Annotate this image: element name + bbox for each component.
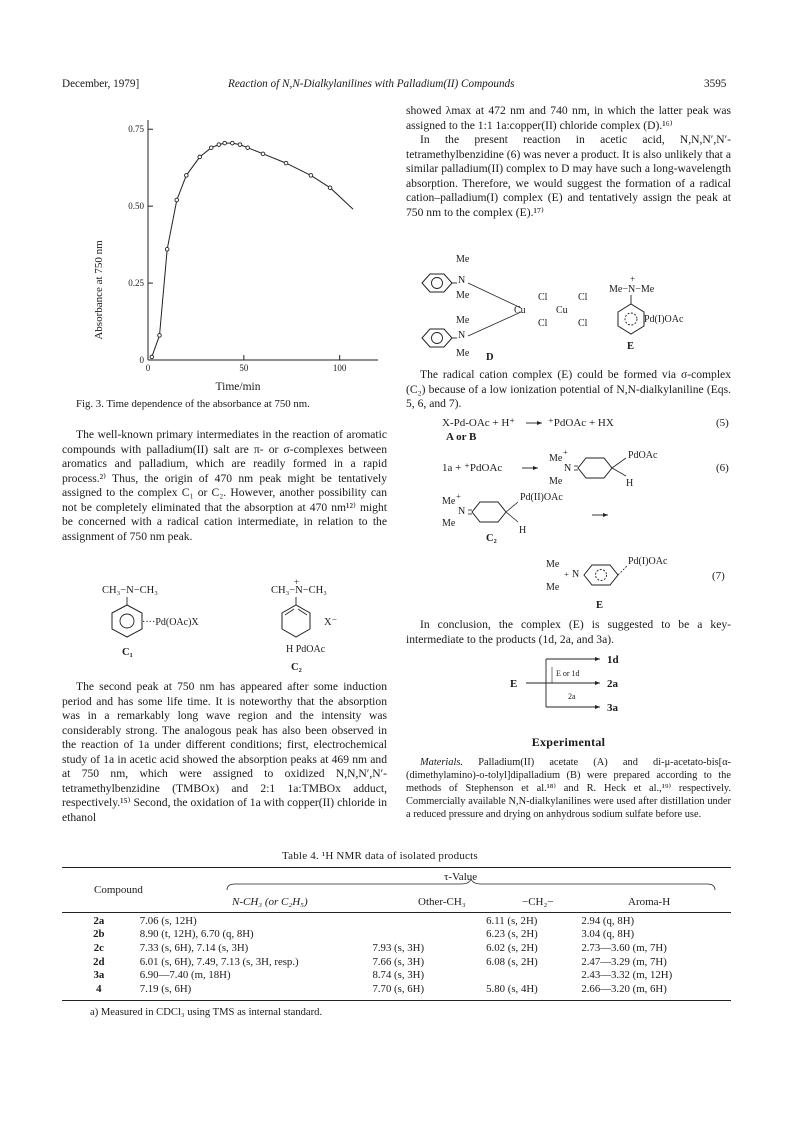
svg-text:⁺PdOAc + HX: ⁺PdOAc + HX [548, 417, 614, 429]
svg-text:Me: Me [456, 254, 470, 265]
figure-3-chart [60, 115, 390, 415]
data-point [261, 152, 265, 156]
paragraph-conclusion: In conclusion, the complex (E) is suggested to be a key-intermediate to the products (1d, 2a, and 3a). [406, 618, 731, 646]
svg-text:Me: Me [456, 290, 470, 301]
table-cell-a: 2.94 (q, 8H) [581, 914, 635, 927]
paragraph-lambda: showed λmax at 472 nm and 740 nm, in which the latter peak was assigned to the 1:1 1a:copper(II) chloride complex (D).¹⁶⁾ [406, 104, 731, 132]
svg-text:+: + [563, 447, 568, 457]
right-column-text-2 [406, 368, 731, 412]
y-tick-label: 0 [139, 355, 144, 365]
table-4-caption: Table 4. ¹H NMR data of isolated products [282, 850, 478, 862]
right-column-text [406, 104, 731, 220]
table-cell-o: 7.70 (s, 6H) [372, 982, 425, 995]
c2-bottom: H PdOAc [286, 644, 326, 655]
c2-plus: + [294, 578, 300, 587]
table-row [62, 928, 731, 942]
table-cell-c: 3a [93, 969, 105, 982]
svg-text:Cl: Cl [578, 292, 588, 303]
table-cell-m: 5.80 (s, 4H) [486, 982, 538, 995]
c2-ring [282, 605, 310, 637]
table-cell-m: 6.08 (s, 2H) [486, 955, 538, 968]
structures-c1-c2 [62, 578, 392, 678]
structures-d-e [406, 250, 736, 365]
y-tick-label: 0.25 [128, 278, 144, 289]
table-cell-a: 3.04 (q, 8H) [581, 928, 635, 941]
svg-text:H: H [519, 525, 527, 536]
svg-text:(6): (6) [716, 462, 729, 474]
c2-top: CH₃−N−CH₃ [271, 585, 327, 596]
table-cell-a: 2.43—3.32 (m, 12H) [581, 969, 673, 982]
y-tick-label: 0.75 [128, 124, 144, 135]
table-cell-a: 2.73—3.60 (m, 7H) [581, 941, 667, 954]
paragraph-radical: The radical cation complex (E) could be formed via σ-complex (C₂) because of a low ionization potential of N,N-dialkylaniline (Eqs. 5, 6, and 7). [406, 368, 731, 410]
svg-text:+: + [456, 491, 461, 501]
table-cell-c: 2b [93, 928, 105, 941]
data-point [185, 174, 189, 178]
header-page: 3595 [704, 78, 727, 90]
svg-text:1a + ⁺PdOAc: 1a + ⁺PdOAc [442, 462, 503, 474]
svg-text:E: E [596, 600, 604, 611]
equations-5-7 [406, 414, 736, 614]
svg-text:Cl: Cl [538, 318, 548, 329]
svg-text:C₂: C₂ [486, 533, 497, 544]
svg-text:Cl: Cl [578, 318, 588, 329]
c1-top: CH₃−N−CH₃ [102, 585, 158, 596]
x-tick-label: 100 [332, 363, 347, 373]
data-point [238, 143, 242, 147]
right-column-text-3 [406, 618, 731, 647]
materials-text: Palladium(II) acetate (A) and di-μ-acetato-bis[α-(dimethylamino)-o-tolyl]dipalladium (B) were prepared according to the methods of Stephenson et al.¹⁸⁾ and R. Heck et al.,¹⁹⁾ respectively. Commercially available N,N-dialkylanilines were used after distillation under a reduced pressure and drying on anhydrous sodium sulfate before use. [406, 757, 731, 820]
svg-text:N: N [564, 463, 572, 474]
y-tick-label: 0.50 [128, 201, 144, 212]
table-cell-c: 2d [93, 955, 105, 968]
c1-label: C₁ [122, 647, 133, 658]
data-point [231, 141, 235, 145]
e-ring [618, 304, 644, 334]
e-top: Me−N−Me [609, 284, 655, 295]
svg-text:Me: Me [442, 518, 456, 529]
svg-text:2a: 2a [607, 678, 618, 690]
svg-text:N: N [458, 275, 466, 286]
table-head-tau: τ-Value [444, 871, 478, 883]
header-title: Reaction of N,N-Dialkylanilines with Palladium(II) Compounds [228, 78, 515, 90]
figure-3-caption: Fig. 3. Time dependence of the absorbance at 750 nm. [76, 398, 310, 410]
materials-paragraph [406, 756, 731, 821]
table-cell-o [368, 914, 482, 928]
left-column-text-2 [62, 680, 387, 825]
table-head-compound: Compound [94, 884, 143, 896]
data-point [217, 143, 221, 147]
svg-text:+: + [564, 569, 569, 579]
table-row [62, 982, 731, 996]
y-axis-label: Absorbance at 750 nm [93, 240, 105, 340]
data-point [209, 146, 213, 150]
table-cell-c: 2c [93, 941, 104, 954]
c2-anion: X⁻ [324, 617, 338, 628]
c1-benzene-ring [112, 605, 142, 637]
x-axis-label: Time/min [215, 381, 261, 393]
svg-text:E: E [510, 678, 518, 690]
d-ring-top [422, 274, 452, 292]
svg-text:A or B: A or B [446, 431, 477, 443]
table-cell-m [482, 968, 577, 982]
data-point [175, 198, 179, 202]
table-cell-n: 6.01 (s, 6H), 7.49, 7.13 (s, 3H, resp.) [139, 955, 299, 968]
svg-text:Me: Me [456, 348, 470, 359]
svg-text:(5): (5) [716, 417, 729, 429]
table-rule-top [62, 867, 731, 868]
d-ring-bottom [422, 329, 452, 347]
e-label: E [627, 341, 635, 352]
table-cell-c: 4 [96, 982, 102, 995]
paragraph-750nm: The second peak at 750 nm has appeared after some induction period and has some life time. It is noteworthy that the absorption was in a remarkably long wave region and the intensity was considerably strong. The analogous peak has also been observed in the reaction of 1a under different conditions; first, electrochemical study of 1a in acetic acid showed the absorption peaks at 469 nm and at 750 nm, which were assigned to oxidized N,N,N′,N′-tetramethylbenzidine (TMBOx) and 2:1 1a:TMBOx adduct, respectively.¹⁵⁾ Second, the oxidation of 1a with copper(II) chloride in ethanol [62, 680, 387, 824]
table-cell-n: 7.33 (s, 6H), 7.14 (s, 3H) [139, 941, 249, 954]
svg-text:PdOAc: PdOAc [628, 450, 658, 461]
svg-text:Me: Me [549, 476, 563, 487]
table-rule-bottom [62, 1000, 731, 1001]
svg-text:Cu: Cu [514, 305, 526, 316]
svg-text:N: N [458, 506, 466, 517]
table-row [62, 968, 731, 982]
data-point [309, 174, 313, 178]
svg-text:Pd(I)OAc: Pd(I)OAc [628, 556, 668, 567]
table-rule-mid [62, 912, 731, 913]
table-cell-m: 6.11 (s, 2H) [486, 914, 538, 927]
table-cell-n: 7.06 (s, 12H) [139, 914, 197, 927]
svg-text:Pd(I)OAc: Pd(I)OAc [644, 314, 684, 325]
svg-text:Pd(II)OAc: Pd(II)OAc [520, 492, 563, 503]
table-cell-n: 8.90 (t, 12H), 6.70 (q, 8H) [139, 928, 254, 941]
left-column-text [62, 428, 387, 544]
nmr-table [62, 914, 731, 996]
svg-text:3a: 3a [607, 702, 618, 714]
c2-label: C₂ [291, 662, 302, 673]
table-cell-n: 7.19 (s, 6H) [139, 982, 192, 995]
c1-side: ····Pd(OAc)X [142, 617, 199, 628]
table-brace [225, 878, 725, 892]
svg-text:1d: 1d [607, 654, 619, 666]
table-cell-m: 6.23 (s, 2H) [486, 928, 538, 941]
table-row [62, 914, 731, 928]
header-date: December, 1979] [62, 78, 140, 90]
product-scheme [406, 650, 736, 722]
table-cell-o: 8.74 (s, 3H) [372, 969, 425, 982]
table-cell-c: 2a [93, 914, 105, 927]
svg-text:Cu: Cu [556, 305, 568, 316]
series-line [152, 143, 353, 357]
svg-text:Me: Me [442, 496, 456, 507]
col-ncH3: N-CH₃ (or C₂H₅) [232, 896, 308, 908]
col-ch2: −CH₂− [522, 896, 554, 908]
svg-text:N: N [458, 330, 466, 341]
col-other-ch3: Other-CH₃ [418, 896, 466, 908]
data-point [246, 146, 250, 150]
data-point [328, 186, 332, 190]
svg-text:Me: Me [549, 453, 563, 464]
col-aroma-h: Aroma-H [628, 896, 671, 908]
svg-text:E or 1d: E or 1d [556, 669, 580, 678]
table-row [62, 941, 731, 955]
table-row [62, 955, 731, 969]
svg-text:H: H [626, 478, 634, 489]
svg-text:Me: Me [546, 582, 560, 593]
data-point [284, 161, 288, 165]
experimental-heading: Experimental [531, 735, 606, 749]
data-point [198, 155, 202, 159]
paragraph-intermediates: The well-known primary intermediates in the reaction of aromatic compounds with palladium(II) salt are π- or σ-complexes between aromatics and palladium, which are readily formed in a rapid process.²⁾ Thus, the origin of 470 nm peak might be tentatively assigned to the complex C₁ or C₂. However, another possibility can not be completely eliminated that the absorption at 470 nm¹²⁾ might be concerned with a radical cation intermediate, in relation to the assignment of 750 nm peak. [62, 428, 387, 543]
table-cell-a: 2.66—3.20 (m, 6H) [581, 982, 667, 995]
svg-text:+: + [630, 274, 636, 284]
chart-marks [150, 141, 353, 358]
data-point [165, 247, 169, 251]
table-cell-o: 7.66 (s, 3H) [372, 955, 425, 968]
table-cell-m: 6.02 (s, 2H) [486, 941, 538, 954]
svg-text:Me: Me [456, 315, 470, 326]
x-tick-label: 50 [239, 363, 249, 373]
table-cell-o [368, 928, 482, 942]
table-cell-n: 6.90—7.40 (m, 18H) [139, 969, 231, 982]
svg-text:N: N [572, 569, 580, 580]
x-tick-label: 0 [145, 363, 151, 373]
data-point [158, 334, 162, 338]
svg-text:Me: Me [546, 559, 560, 570]
svg-text:(7): (7) [712, 570, 725, 582]
svg-text:2a: 2a [568, 692, 576, 701]
table-footnote: a) Measured in CDCl₃ using TMS as internal standard. [90, 1007, 323, 1018]
svg-text:X-Pd-OAc + H⁺: X-Pd-OAc + H⁺ [442, 417, 516, 429]
table-cell-a: 2.47—3.29 (m, 7H) [581, 955, 667, 968]
table-cell-o: 7.93 (s, 3H) [372, 941, 425, 954]
materials-label: Materials. [420, 757, 464, 768]
chart-axes [128, 120, 378, 373]
svg-text:Cl: Cl [538, 292, 548, 303]
data-point [223, 141, 227, 145]
paragraph-tmb: In the present reaction in acetic acid, N,N,N′,N′-tetramethylbenzidine (6) was never a product. It is also unlikely that a similar palladium(II) complex to D may have such a long-wavelength absorption. Therefore, we would suggest the formation of a radical cation–palladium(I) complex (E) and tentatively assign the peak at 750 nm to the complex (E).¹⁷⁾ [406, 133, 731, 219]
data-point [150, 355, 154, 359]
d-label: D [486, 352, 494, 363]
